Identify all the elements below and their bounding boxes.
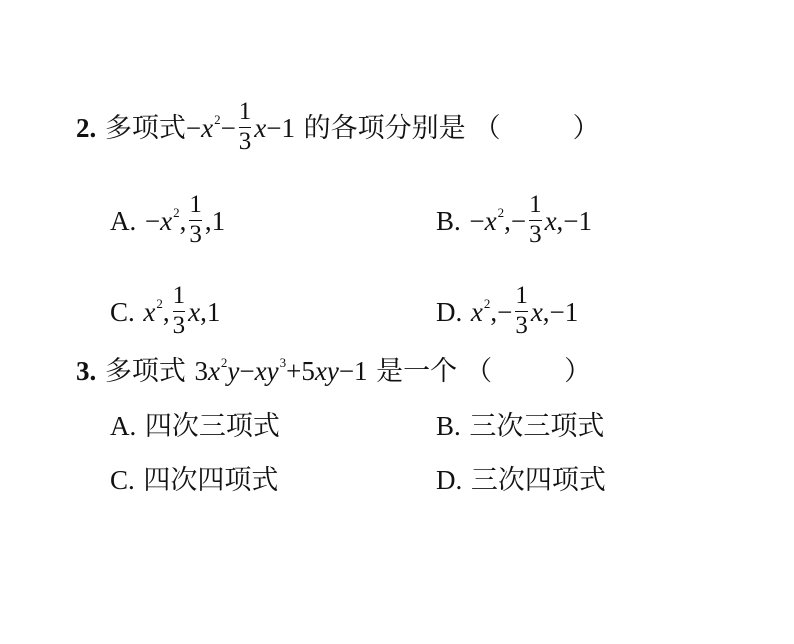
q3-option-d[interactable]: D. 三次四项式 — [436, 465, 606, 496]
q2-option-b[interactable]: B. $-x^2,-$ $\frac{1}{3}$ x,−1 — [436, 191, 593, 248]
q3-option-b[interactable]: B. 三次三项式 — [436, 411, 605, 442]
q2-option-d[interactable]: D. $x^2,-$ $\frac{1}{3}$ x,−1 — [436, 282, 579, 339]
stem-suffix: 的各项分别是 — [303, 112, 466, 144]
answer-open-paren: （ — [473, 112, 501, 144]
answer-close-paren: ） — [572, 112, 600, 144]
stem-suffix: 是一个 — [376, 356, 458, 387]
fraction-one-third: $\frac{1}{3}$ — [529, 191, 542, 248]
q2-option-c[interactable]: C. $x^2$, $\frac{1}{3}$ x,1 — [110, 282, 221, 339]
stem-prefix: 多项式 — [104, 112, 186, 144]
fraction-one-third: $\frac{1}{3}$ — [189, 191, 202, 248]
question-3-stem: 3. 多项式 $3x^2y-xy^3+5xy-1$ 是一个 （ ） — [76, 355, 592, 387]
question-number: 3. — [76, 356, 97, 386]
q3-option-c[interactable]: C. 四次四项式 — [110, 465, 279, 496]
stem-prefix: 多项式 — [104, 356, 186, 387]
question-2-stem: 2. 多项式$-x^2-$ $\frac{1}{3}$ x−1 的各项分别是 （ ） — [76, 98, 600, 155]
fraction-one-third: $\frac{1}{3}$ — [172, 282, 186, 339]
answer-open-paren: （ — [465, 356, 493, 387]
q2-option-a[interactable]: A. $-x^2$, $\frac{1}{3}$ ,1 — [110, 191, 226, 248]
answer-close-paren: ） — [564, 356, 592, 387]
question-number: 2. — [76, 112, 97, 143]
q3-option-a[interactable]: A. 四次三项式 — [110, 411, 280, 442]
fraction-one-third: $\frac{1}{3}$ — [515, 282, 528, 339]
fraction-one-third: $\frac{1}{3}$ — [238, 98, 252, 155]
